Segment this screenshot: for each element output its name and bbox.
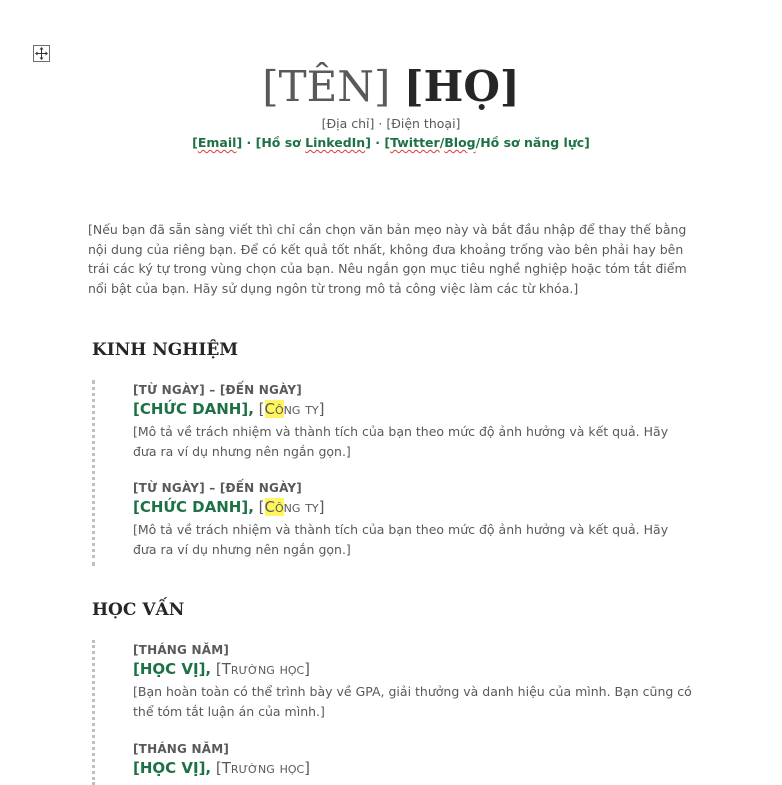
education-date[interactable]: [THÁNG NĂM] — [133, 742, 230, 756]
linkedin-field[interactable]: Hồ sơ LinkedIn — [261, 135, 366, 150]
school-name[interactable]: [Trường học] — [211, 660, 311, 678]
education-heading[interactable]: HỌC VẤN — [92, 600, 185, 620]
experience-heading[interactable]: KINH NGHIỆM — [92, 340, 239, 360]
education-title — [133, 660, 693, 678]
experience-description[interactable]: [Mô tả về trách nhiệm và thành tích của bạn theo mức độ ảnh hưởng và kết quả. Hãy đưa ra ví dụ nhưng nên ngắn gọn.] — [133, 522, 669, 557]
first-name[interactable]: [TÊN] — [262, 62, 391, 111]
experience-dates[interactable]: [TỪ NGÀY] – [ĐẾN NGÀY] — [133, 481, 302, 495]
twitter-field[interactable]: Twitter — [390, 135, 440, 150]
address-field[interactable]: [Địa chỉ] — [321, 116, 375, 131]
last-name[interactable]: [HỌ] — [403, 62, 520, 111]
experience-title — [133, 400, 693, 418]
separator: · — [242, 135, 256, 150]
degree[interactable]: [HỌC VỊ], — [133, 660, 212, 678]
blog-field[interactable]: Blog — [444, 135, 476, 150]
job-title[interactable]: [CHỨC DANH], — [133, 498, 254, 516]
separator: · — [370, 135, 385, 150]
company-name[interactable]: [Công ty] — [253, 498, 325, 516]
school-name[interactable]: [Trường học] — [211, 759, 311, 777]
education-description[interactable]: [Bạn hoàn toàn có thể trình bày về GPA, giải thưởng và danh hiệu của mình. Bạn cũng có thể tóm tắt luận án của mình.] — [133, 684, 692, 719]
education-title — [133, 759, 693, 777]
links-line: [Email] · [Hồ sơ LinkedIn] · [Twitter/Blog/Hồ sơ năng lực] — [192, 135, 590, 150]
separator: · — [374, 116, 387, 131]
summary-paragraph[interactable]: [Nếu bạn đã sẵn sàng viết thì chỉ cần chọn văn bản mẹo này và bắt đầu nhập để thay thế bằng nội dung của riêng bạn. Để có kết quả tốt nhất, không đưa khoảng trống vào bên phải hay bên trái các ký tự trong vùng chọn của bạn. Nêu ngắn gọn mục tiêu nghề nghiệp hoặc tóm tắt điểm nổi bật của bạn. Hãy sử dụng ngôn từ trong mô tả công việc làm các từ khóa.] — [88, 222, 687, 296]
job-title[interactable]: [CHỨC DANH], — [133, 400, 254, 418]
experience-item — [133, 481, 693, 559]
degree[interactable]: [HỌC VỊ], — [133, 759, 212, 777]
contact-line — [0, 116, 782, 131]
company-name[interactable]: [Công ty] — [253, 400, 325, 418]
experience-dates[interactable]: [TỪ NGÀY] – [ĐẾN NGÀY] — [133, 383, 302, 397]
email-field[interactable]: Email — [197, 135, 237, 150]
portfolio-field[interactable]: Hồ sơ năng lực — [480, 135, 585, 150]
experience-divider — [92, 380, 95, 566]
phone-field[interactable]: [Điện thoại] — [386, 116, 461, 131]
resume-name[interactable] — [0, 62, 782, 111]
experience-title — [133, 498, 693, 516]
table-move-handle-icon[interactable] — [33, 45, 50, 62]
education-date[interactable]: [THÁNG NĂM] — [133, 643, 230, 657]
experience-description[interactable]: [Mô tả về trách nhiệm và thành tích của bạn theo mức độ ảnh hưởng và kết quả. Hãy đưa ra ví dụ nhưng nên ngắn gọn.] — [133, 424, 669, 459]
experience-item — [133, 383, 693, 461]
education-item — [133, 643, 693, 721]
education-item — [133, 742, 693, 777]
education-divider — [92, 640, 95, 785]
